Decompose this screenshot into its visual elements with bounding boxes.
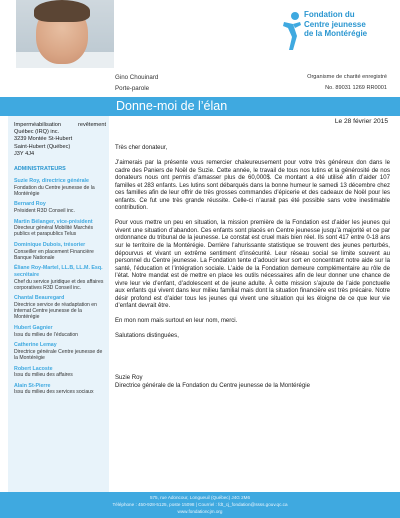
admin-list [14, 178, 106, 400]
signer-title: Directrice générale de la Fondation du Centre jeunesse de la Montérégie [115, 382, 310, 389]
admin-name: Chantal Beauregard [14, 295, 65, 302]
recipient-address [14, 122, 106, 158]
letter-body [115, 145, 390, 390]
admin-name: Suzie Roy, directrice générale [14, 178, 89, 184]
footer-address: 575, rue Adoncour, Longueuil (Québec) J4G 2M6 [149, 495, 251, 500]
foundation-logo [280, 8, 390, 62]
admin-role: Issu du milieu de l’éducation [14, 331, 78, 338]
sidebar [8, 116, 109, 493]
admin-role: Directeur général Mobilité Marchés publics et parapublics Telus [14, 225, 93, 238]
admin-name: Hubert Gagnier [14, 324, 53, 331]
closing: Salutations distinguées, [115, 333, 179, 340]
footer-contact[interactable]: Téléphone : 450-928-5125, poste 15098 | Courriel : fdt_cj_fondation@ssss.gouv.qc.ca [112, 502, 288, 507]
list-item [14, 325, 106, 338]
admin-name: Alain St-Pierre [14, 382, 51, 389]
signer-name: Suzie Roy [115, 375, 143, 382]
address-line: J3Y 4J4 [14, 150, 35, 157]
admin-role: Issu du milieu des services sociaux [14, 389, 94, 396]
address-line: 3239 Montée St-Hubert [14, 136, 73, 143]
letter-date: Le 28 février 2015 [334, 118, 388, 125]
admin-role: Président R3D Conseil inc. [14, 207, 75, 214]
list-item [14, 178, 106, 197]
list-item [14, 383, 106, 396]
spokesperson-name: Gino Chouinard [115, 74, 159, 81]
title-banner [0, 97, 400, 116]
signature-block [115, 375, 390, 390]
paragraph: En mon nom mais surtout en leur nom, merci. [115, 318, 238, 325]
footer [0, 492, 400, 518]
list-item [14, 265, 106, 291]
address-line: revêtement [78, 122, 106, 128]
list-item [14, 219, 106, 238]
admin-name: Catherine Lemay [14, 342, 57, 349]
list-item [14, 366, 106, 379]
admin-role: Directrice service de réadaptation en internat Centre jeunesse de la Montérégie [14, 301, 97, 321]
admin-role: Issu du milieu des affaires [14, 372, 73, 379]
address-line: Imperméabilisation [14, 122, 61, 128]
paragraph: J’aimerais par la présente vous remercier chaleureusement pour votre très généreux don dans le cadre des Paniers de Noël de Suzie. Cette année, le travail de tous nos lutins et la générosité de nos donateurs nous ont permis d’amasser plus de 60,000$. Ce montant a été utilisé afin d’aider 107 familles et 283 enfants. Les lutins sont débarqués dans la bonne humeur le samedi 13 décembre chez ces familles afin de leur offrir de très grosses commandes d’épicerie et des cadeaux de Noël pour les enfants. Ce fut une très grande réussite. Celle-ci n’aurait pas été possible sans votre inestimable contribution. [115, 160, 390, 212]
address-line: Saint-Hubert (Québec) [14, 143, 71, 150]
paragraph: Pour vous mettre un peu en situation, la mission première de la Fondation est d’aider les jeunes qui vivent une situation d’abandon. Ces enfants sont placés en Centre jeunesse jusqu’à majorité et ce par ordonnance du tribunal de la jeunesse. Le constat est cruel mais bien réel. Ils sont 417 entre 0-18 ans sur le territoire de la Montérégie. Derrière l’ahurissante statistique se trouvent des jeunes perturbés, dépourvus et vivant un extrême sentiment d’insécurité. Leur réseau social se limite souvent au personnel du Centre jeunesse. La Fondation tente d’adoucir leur sort en concentrant notre aide sur la santé, l’éducation et l’intégration sociale. L’aide de la Fondation demeure complémentaire au rôle de l’état. Notre mandat est de mettre en place les outils nécessaires afin de leur donner une chance de vivre leur vie d’enfant, d’adolescent et de jeune adulte. À cette mission s’ajoute de l’aide ponctuelle aux enfants qui vivent dans leur milieu familial mais dont la situation financière est très précaire. Notre désir profond est d’aider tous les jeunes qui vivent une situation qui les éloigne de ce que leur vie d’enfant devrait être. [115, 220, 390, 310]
spokesperson-role: Porte-parole [115, 85, 150, 92]
admin-name: Robert Lacoste [14, 365, 53, 372]
admin-name: Dominique Dubois, trésorier [14, 241, 86, 248]
admin-heading: ADMINISTRATEURS [14, 166, 66, 172]
logo-text: Fondation du Centre jeunesse de la Montérégie [304, 10, 368, 38]
address-line: Québec (IRQ) inc. [14, 129, 60, 136]
admin-name: Éliane Roy-Martel, LL.B, LL.M. Esq. secrétaire [14, 265, 103, 278]
admin-role: Conseiller en placement Financière Banque Nationale [14, 248, 94, 261]
list-item [14, 201, 106, 214]
charity-status: Organisme de charité enregistré [307, 74, 387, 80]
page-title: Donne-moi de l’élan [116, 99, 228, 113]
list-item [14, 295, 106, 320]
admin-role: Chef du service juridique et des affaires corporatives R3D Conseil inc. [14, 278, 104, 291]
list-item [14, 342, 106, 361]
salutation: Très cher donateur, [115, 145, 168, 151]
list-item [14, 242, 106, 261]
admin-role: Directrice générale Centre jeunesse de la Montérégie [14, 348, 103, 361]
admin-role: Fondation du Centre jeunesse de la Montérégie [14, 184, 95, 197]
admin-name: Bernard Roy [14, 201, 46, 208]
footer-website-link[interactable]: www.fondationcjm.org [177, 509, 223, 514]
charity-number: No. 89031 1269 RR0001 [325, 85, 387, 91]
leaping-child-icon [280, 10, 302, 54]
spokesperson-photo [16, 0, 114, 68]
admin-name: Martin Bélanger, vice-président [14, 218, 93, 225]
